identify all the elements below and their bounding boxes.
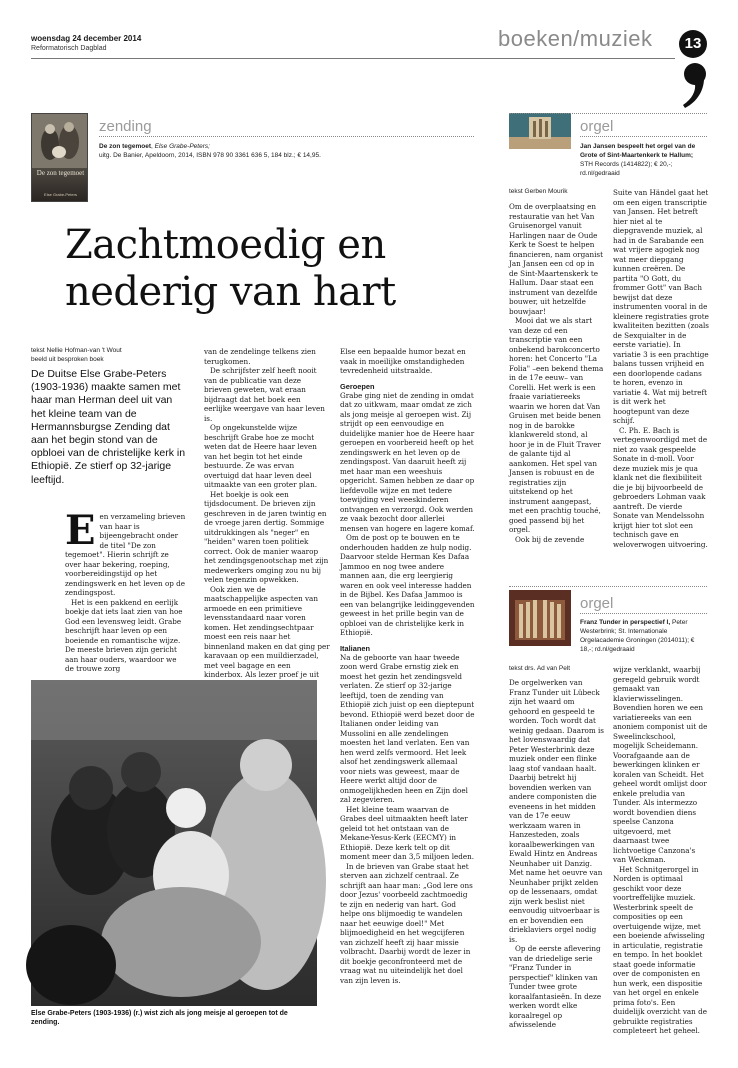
- cd-cover-thumbnail-2: [509, 590, 571, 646]
- subheading-geroepen: Geroepen: [340, 381, 375, 391]
- cd-title-1: Jan Jansen bespeelt het orgel van de Grote of Sint-Maartenkerk te Hallum;: [580, 143, 696, 159]
- paragraph: Na de geboorte van haar tweede zoon werd Grabe ernstig ziek en moest het gezin het zendingsveld verlaten. Ze stierf op 32-jarige leeftijd, toen de zending van Ethiopië zich juist op een dieptepunt bevond. Ethiopië werd bezet door de Italianen onder leiding van Mussolini en alle zendelingen moesten het land verlaten. Een van hen werd zelfs vermoord. Het leek alsof het zendingswerk allemaal voor niets was geweest, maar de Heere werkt altijd door de onmogelijkheden heen en Zijn doel zal zegevieren.: [340, 652, 475, 804]
- photo-caption: Else Grabe-Peters (1903-1936) (r.) wist zich als jong meisje al geroepen tot de zending.: [31, 1010, 288, 1026]
- article-photo: [31, 680, 317, 1006]
- book-publisher: uitg. De Banier, Apeldoorn, 2014, ISBN 978 90 3361 636 5, 184 blz.; € 14,95.: [99, 152, 321, 159]
- cd-cover-thumbnail: [509, 113, 571, 149]
- comma-logo-icon: [679, 62, 707, 110]
- paragraph: Op de eerste aflevering van de driedelige serie "Franz Tunder in perspectief" klinken van Tunder twee grote koraalfantasieën. In deze werken wordt elke koraalregel op afwisselende: [509, 944, 602, 1029]
- article-column-2: [204, 347, 330, 679]
- headline: [65, 222, 475, 316]
- paragraph: Suite van Händel gaat het om een eigen transcriptie van Jansen. Het betreft hier niet al te diepgravende muziek, al had in de Sarabande een wat vrijere agogiek nog wat meer diepgang kunnen creëren. De partita "O Gott, du frommer Gott" van Bach bewijst dat deze instrumenten vooral in de kleinere registraties grote kwaliteiten bezitten (zoals de Sexquialter in de eerste variatie). In variatie 3 is een prachtige balans tussen vrijheid en een doorlopende cadans te horen, evenzo in variatie 4. Wat mij betreft is dit werk het hoogtepunt van deze schijf.: [613, 188, 709, 425]
- dotted-divider: [509, 586, 707, 587]
- cover-photo-icon: [32, 114, 87, 168]
- book-info: De zon tegemoet, Else Grabe-Peters; uitg. De Banier, Apeldoorn, 2014, ISBN 978 90 3361 636 5, 184 blz.; € 14,95.: [99, 143, 321, 159]
- intro-paragraph: De Duitse Else Grabe-Peters (1903-1936) maakte samen met haar man Herman deel uit van het kleine team van de Hermannsburgse Zending dat aan het begin stond van de opbloei van de christelijke kerk in Ethiopië. Ze stierf op 32-jarige leeftijd.: [31, 368, 186, 486]
- organ1-column-b: [613, 188, 709, 554]
- dotted-divider: [509, 113, 707, 114]
- organ1-column-a: [509, 202, 604, 554]
- cd-details-1: STH Records (1414822); € 20,-; rd.nl/gedraaid: [580, 161, 673, 177]
- page-number: 13: [679, 30, 707, 58]
- paragraph: Het Schnitgerorgel in Norden is optimaal geschikt voor deze voortreffelijke muziek. Westerbrink speelt de composities op een overtuigende wijze, met een boeiende afwisseling in articulatie, registratie en tempo. In het booklet staat goede informatie over de componisten en hun werk, een dispositie van het orgel en enkele prima foto's. Een duidelijk overzicht van de gebruikte registraties completeert het geheel.: [613, 864, 707, 1035]
- cd-details-2: St. Internationale Orgelacademie Groningen (2014011); € 18,-; rd.nl/gedraaid: [580, 628, 695, 653]
- cover-title: De zon tegemoet: [36, 169, 85, 177]
- paragraph: Else een bepaalde humor bezat en vaak in moeilijke omstandigheden tevredenheid uitstraalde.: [340, 347, 466, 375]
- paragraph: In de brieven van Grabe staat het sterven aan zichzelf centraal. Ze schrijft aan haar man: „God lere ons door Jezus' voorbeeld zachtmoedig te zijn en nederig van hart. God helpe ons blijmoedig te wandelen naar het eeuwige doel!" Met blijmoedigheid en het wegcijferen van zichzelf heeft zij haar missie volbracht. Daarbij wordt de lezer in dit boekje geconfronteerd met de vraag wat nu uiteindelijk het doel van zijn leven is.: [340, 861, 473, 985]
- category-orgel-2: orgel: [580, 595, 614, 612]
- headline-line-1: Zachtmoedig en: [65, 222, 386, 268]
- paragraph: De orgelwerken van Franz Tunder uit Lübeck zijn het waard om gehoord en gespeeld te worden. Toch wordt dat weinig gedaan. Daarom is het lovenswaardig dat Peter Westerbrink deze muziek onder een flinke laag stof vandaan haalt. Daarbij betrekt hij bovendien werken van andere componisten die eveneens in het midden van de 17e eeuw werkzaam waren in Hanzesteden, zoals koraalbewerkingen van Ewald Hintz en Andreas Neunhaber uit Danzig. Met name het oeuvre van Neunhaber prijkt zelden op de lessenaars, omdat zijn werk beslist niet eenvoudig uitvoerbaar is en er bovendien een drieklaviers orgel nodig is.: [509, 678, 604, 944]
- category-orgel-1: orgel: [580, 118, 614, 135]
- subheading-italianen: Italianen: [340, 643, 370, 653]
- credit-image: beeld uit besproken boek: [31, 355, 104, 363]
- cd-performer-2: Peter Westerbrink;: [580, 619, 688, 635]
- paragraph: Ook zien we de maatschappelijke aspecten van armoede en een primitieve levensstandaard naar voren komen. Het zendingsechtpaar moest een reis naar het binnenland maken en dat ging per karavaan op een muildierzadel, met veel bagage en een kinderbox. Als lezer proef je uit: [204, 584, 330, 679]
- paragraph: Grabe ging niet de zending in omdat dat zo uitkwam, maar omdat ze zich als jong meisje al geroepen wist. Zij strijdt op een eenvoudige en duidelijke manier hoe de Heere haar geroepen en voorbereid heeft op het zendingswerk en het leven op de zendingspost. Van daaruit heeft zij met haar man een weeshuis opgericht. Samen hebben ze daar op liefdevolle wijze en met tedere toewijding veel weeskinderen ontvangen en verzorgd. Ook werden ze vaak bezocht door allerlei mensen van hogere en lagere komaf.: [340, 390, 475, 533]
- book-cover: [31, 113, 88, 202]
- paragraph: en verzameling brieven van haar is bijeengebracht onder de titel "De zon tegemoet". Hierin schrijft ze over haar bekering, roeping, voorbereidingstijd op het zendingswerk en het leven op de zendingspost.: [65, 512, 186, 597]
- paragraph: Op ongekunstelde wijze beschrijft Grabe hoe ze mocht weten dat de Heere haar leven van het begin tot het einde bestuurde. Ze was ervan overtuigd dat haar leven deel uitmaakte van een groter plan.: [204, 423, 317, 489]
- organ2-column-b: [613, 665, 709, 1040]
- cover-author: Else Grabe-Peters: [44, 192, 77, 197]
- paragraph: Het is een pakkend en eerlijk boekje dat iets laat zien van hoe God een levensweg leidt. Grabe beschrijft haar leven op een boeiende en romantische wijze. De meeste brieven zijn gericht aan haar ouders, waardoor we de trouwe zorg: [65, 597, 183, 673]
- header-rule: [31, 58, 675, 59]
- paragraph: Het kleine team waarvan de Grabes deel uitmaakten heeft later geleid tot het ontstaan van de Mekane-Yesus-Kerk (EECMY) in Ethiopië. Deze kerk telt op dit moment meer dan 3,5 miljoen leden.: [340, 804, 475, 861]
- cd-info-1: [580, 142, 708, 178]
- credit-author: tekst Nellie Hofman-van 't Wout: [31, 347, 122, 354]
- section-title: boeken/muziek: [498, 26, 653, 51]
- byline-organ-1: tekst Gerben Mourik: [509, 188, 568, 195]
- category-zending: zending: [99, 118, 152, 135]
- book-author: Else Grabe-Peters;: [154, 143, 210, 150]
- paragraph: van de zendelinge telkens zien terugkomen.: [204, 347, 316, 366]
- dotted-divider: [580, 136, 707, 137]
- paragraph: Om de overplaatsing en restauratie van het Van Gruisenorgel vanuit Harlingen naar de Oude Kerk te Soest te helpen financieren, nam organist Jan Jansen een cd op in de Sint-Maartenskerk te Hallum. Daar staat een instrument van dezelfde bouwer, uit hetzelfde bouwjaar!: [509, 202, 603, 316]
- newspaper-name: Reformatorisch Dagblad: [31, 45, 107, 52]
- paragraph: Mooi dat we als start van deze cd een transcriptie van een onbekend barokconcerto horen: het Concerto "La Folia" –een bekend thema in de 17e eeuw– van Corelli. Het werk is een fraaie variatiereeks waarin we horen dat Van Gruisen met beide benen nog in de barokke klankwereld stond, al hoor je in de Fluit Traver de galante tijd al aankomen. Het spel van Jansen is robuust en de registraties zijn uitstekend op het instrument aangepast, met een prachtig touché, goed passend bij het orgel.: [509, 316, 604, 534]
- paragraph: C. Ph. E. Bach is vertegenwoordigd met de niet zo vaak gespeelde Sonate in d-moll. Voor deze muziek mis je qua klank net die flexibiliteit die je bij bijvoorbeeld de gebroeders Lohman vaak aantreft. De vierde Sonate van Mendelssohn krijgt hier tot slot een technisch gave en weloverwogen uitvoering.: [613, 425, 708, 549]
- dotted-divider: [99, 136, 474, 137]
- cd-title-2: Franz Tunder in perspectief I,: [580, 619, 671, 626]
- book-title: De zon tegemoet: [99, 143, 152, 150]
- byline-organ-2: tekst drs. Ad van Pelt: [509, 665, 571, 672]
- paragraph: wijze verklankt, waarbij geregeld gebruik wordt gemaakt van klavierwisselingen. Bovendien horen we een variatiereeks van een anoniem componist uit de Sweelinckschool, mogelijk Scheidemann. Voorafgaande aan de bewerkingen klinken er koralen van Scheidt. Het geheel wordt omlijst door enkele preludia van Tunder. Als intermezzo wordt bovendien diens speelse Canzona uitgevoerd, met daarnaast twee lichtvoetige Canzona's van Weckman.: [613, 665, 708, 864]
- organ2-column-a: [509, 678, 604, 1040]
- paragraph: De schrijfster zelf heeft nooit van de publicatie van deze brieven geweten, wat eraan bijdraagt dat het boek een eerlijke weergave van haar leven is.: [204, 366, 325, 423]
- paragraph: Het boekje is ook een tijdsdocument. De brieven zijn geschreven in de jaren twintig en de vroege jaren dertig. Sommige uitdrukkingen als "neger" en "heiden" waren toen politiek correct. Ook de manier waarop het zendingsgenootschap met zijn medewerkers omging zou nu bij velen tegenzin opwekken.: [204, 489, 329, 584]
- paragraph: Om de post op te bouwen en te onderhouden hadden ze hulp nodig. Daarvoor stelde Herman Kes Dafaa Jammoo en nog twee andere mannen aan, die erg leergierig waren en ook veel interesse hadden in de Bijbel. Kes Dafaa Jammoo is een van belangrijke leidinggevenden geweest in het prille begin van de opbloei van de christelijke kerk in Ethiopië.: [340, 533, 475, 637]
- article-column-1: [65, 507, 187, 673]
- paragraph: Ook bij de zevende: [515, 534, 585, 544]
- drop-cap: E: [65, 507, 96, 554]
- issue-date: woensdag 24 december 2014: [31, 34, 142, 43]
- headline-line-2: nederig van hart: [65, 269, 396, 315]
- article-column-3: [340, 347, 475, 1032]
- byline: [31, 347, 122, 364]
- cd-info-2: [580, 618, 708, 654]
- dotted-divider: [580, 613, 707, 614]
